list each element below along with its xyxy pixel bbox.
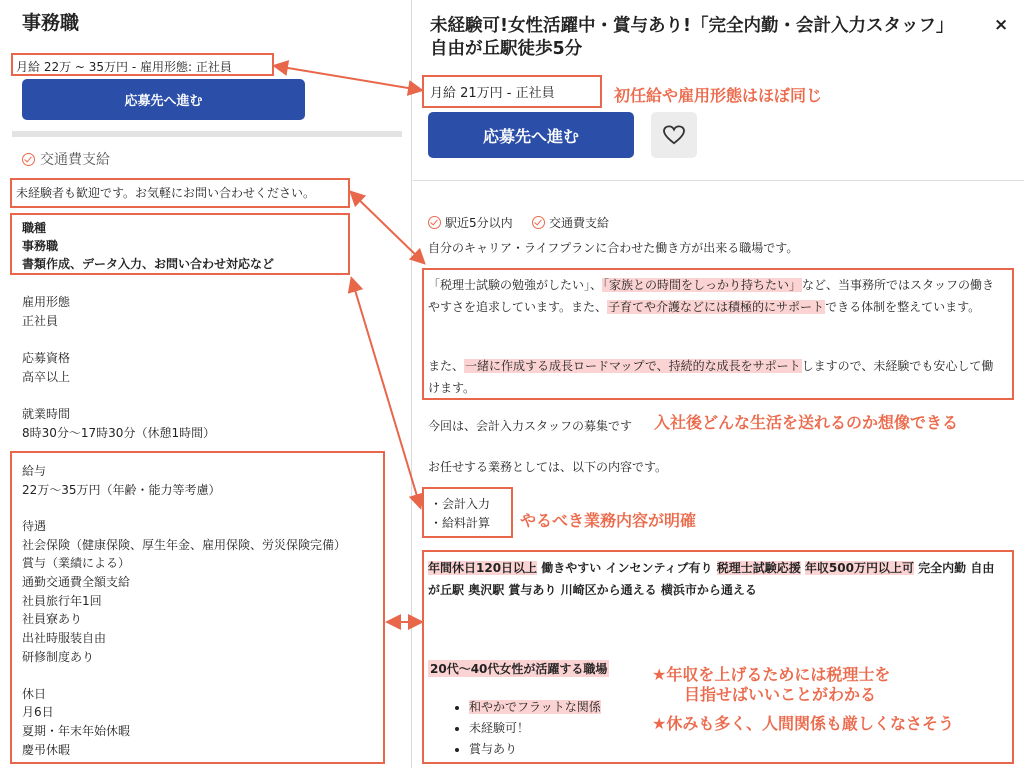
detail-label: 雇用形態	[22, 295, 71, 309]
intro-text: 自分のキャリア・ライフプランに合わせた働き方が出来る職場です。	[428, 241, 799, 255]
detail-value: 22万〜35万円（年齢・能力等考慮）	[22, 483, 221, 497]
detail-value: 高卒以上	[22, 370, 71, 384]
tag-station-label: 駅近5分以内	[445, 216, 513, 230]
annotation-star-2: ★休みも多く、人間関係も厳しくなさそう	[652, 714, 955, 733]
detail-label: 給与	[22, 464, 47, 478]
detail-value: 8時30分〜17時30分（休憩1時間）	[22, 426, 216, 440]
right-apply-button[interactable]: 応募先へ進む	[428, 112, 634, 158]
keyword-tag: 奥沢駅	[468, 583, 505, 597]
description-paragraph-1: 「税理士試験の勉強がしたい」、「家族との時間をしっかり持ちたい」など、当事務所ではスタッフの働きやすさを追求しています。また、子育てや介護などには積極的にサポートできる体制を整えています。	[428, 278, 995, 314]
left-commute-tag	[22, 149, 110, 169]
detail-label: 待遇	[22, 519, 47, 533]
keyword-tag: 川崎区から通える	[560, 583, 657, 597]
detail-value: 事務職	[22, 239, 59, 253]
detail-value: 月6日	[22, 705, 54, 719]
close-icon[interactable]: ×	[994, 15, 1009, 35]
detail-value: 正社員	[22, 314, 59, 328]
keyword-tag: 完全内勤	[918, 561, 967, 575]
detail-value: 夏期・年末年始休暇	[22, 724, 131, 738]
favorite-button[interactable]	[651, 112, 697, 158]
detail-value: 通勤交通費全額支給	[22, 575, 131, 589]
women-heading: 20代〜40代女性が活躍する職場	[430, 662, 608, 676]
task-item: ・給料計算	[430, 516, 491, 530]
keyword-list	[428, 557, 998, 601]
detail-value: 社員寮あり	[22, 612, 83, 626]
heart-icon	[663, 125, 685, 145]
detail-label: 休日	[22, 687, 47, 701]
left-welcome-text: 未経験者も歓迎です。お気軽にお問い合わせください。	[16, 186, 316, 200]
left-salary-highlight-box	[11, 53, 274, 76]
tag-commute	[532, 214, 609, 231]
list-item: • 和やかでフラットな関係	[469, 697, 601, 718]
check-circle-icon	[22, 153, 35, 166]
detail-label: 応募資格	[22, 351, 71, 365]
keyword-tag: 働きやすい	[541, 561, 602, 575]
check-circle-icon	[428, 216, 441, 229]
keyword-tag: 年収500万円以上可	[804, 561, 914, 575]
right-salary-line: 月給 21万円 - 正社員	[430, 86, 555, 101]
workplace-bullets	[455, 697, 601, 760]
keyword-tag: 年間休日120日以上	[428, 561, 538, 575]
description-paragraph-2: また、一緒に作成する成長ロードマップで、持続的な成長をサポートしますので、未経験でも安心して働けます。	[428, 359, 994, 395]
detail-value: 研修制度あり	[22, 650, 95, 664]
detail-value: 賞与（業績による）	[22, 556, 131, 570]
keyword-tag: 税理士試験応援	[716, 561, 801, 575]
detail-value: 書類作成、データ入力、お問い合わせ対応など	[22, 257, 275, 271]
detail-value: 慶弔休暇	[22, 743, 71, 757]
list-item: • 未経験可！	[469, 718, 601, 739]
annotation-star-1-cont: 目指せばいいことがわかる	[684, 685, 877, 704]
left-welcome-highlight-box	[10, 178, 350, 208]
check-circle-icon	[532, 216, 545, 229]
keyword-tag: 横浜市から通える	[660, 583, 757, 597]
recruit-text: 今回は、会計入力スタッフの募集です	[428, 419, 633, 433]
detail-value: 社会保険（健康保険、厚生年金、雇用保険、労災保険完備）	[22, 538, 347, 552]
right-job-title: 未経験可!女性活躍中・賞与あり!「完全内勤・会計入力スタッフ」自由が丘駅徒歩5分	[430, 16, 954, 59]
tag-station	[428, 214, 513, 231]
keyword-tag: インセンティブ有り	[605, 561, 713, 575]
detail-value: 出社時服装自由	[22, 631, 107, 645]
left-salary-line: 月給 22万 ~ 35万円 - 雇用形態: 正社員	[16, 60, 232, 74]
tasks-intro: お任せする業務としては、以下の内容です。	[428, 460, 668, 474]
section-divider	[12, 131, 402, 137]
detail-value: 社員旅行年1回	[22, 594, 102, 608]
detail-label: 就業時間	[22, 407, 71, 421]
annotation-same-salary: 初任給や雇用形態はほぼ同じ	[614, 86, 823, 105]
detail-label: 職種	[22, 221, 47, 235]
annotation-life-image: 入社後どんな生活を送れるのか想像できる	[654, 413, 959, 432]
left-apply-button[interactable]: 応募先へ進む	[22, 79, 305, 120]
annotation-clear-tasks: やるべき業務内容が明確	[520, 511, 697, 530]
right-salary-highlight-box	[422, 75, 602, 108]
left-job-title: 事務職	[22, 12, 80, 34]
right-section-divider	[413, 180, 1024, 181]
keyword-tag: 自由が丘駅	[428, 561, 995, 597]
annotation-star-1: ★年収を上げるためには税理士を	[652, 665, 891, 684]
left-job-type-highlight-box	[10, 213, 350, 275]
tag-commute-label: 交通費支給	[549, 216, 610, 230]
keyword-tag: 賞与あり	[508, 583, 557, 597]
left-commute-label: 交通費支給	[40, 152, 110, 168]
list-item: • 賞与あり	[469, 739, 601, 760]
task-item: ・会計入力	[430, 497, 491, 511]
